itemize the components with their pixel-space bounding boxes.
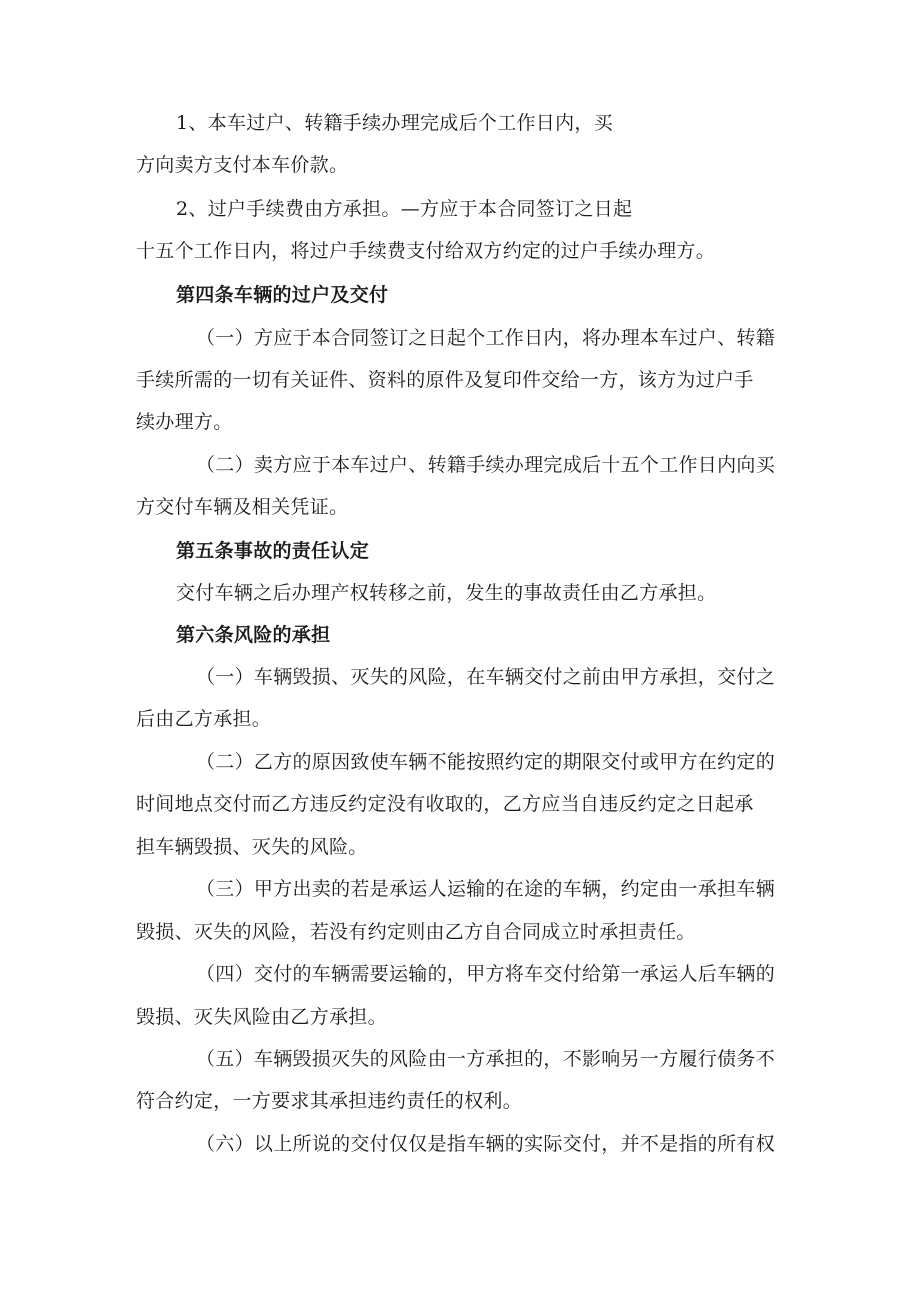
paragraph-line: （三）甲方出卖的若是承运人运输的在途的车辆，约定由一承担车辆 (196, 878, 776, 900)
paragraph-line: 手续所需的一切有关证件、资料的原件及复印件交给一方，该方为过户手 (136, 369, 754, 391)
paragraph-line: 交付车辆之后办理产权转移之前，发生的事故责任由乙方承担。 (176, 582, 717, 604)
paragraph-line: 十五个工作日内，将过户手续费支付给双方约定的过户手续办理方。 (136, 240, 716, 262)
section-heading: 第六条风险的承担 (176, 624, 331, 646)
paragraph-line: 毁损、灭失的风险，若没有约定则由乙方自合同成立时承担责任。 (136, 921, 696, 943)
paragraph-line: 时间地点交付而乙方违反约定没有收取的，乙方应当自违反约定之日起承 (136, 793, 754, 815)
paragraph-line: 方向卖方支付本车价款。 (136, 154, 349, 176)
paragraph-line: 后由乙方承担。 (136, 708, 272, 730)
paragraph-line: （四）交付的车辆需要运输的，甲方将车交付给第一承运人后车辆的 (196, 963, 776, 985)
paragraph-line: （一）方应于本合同签订之日起个工作日内，将办理本车过户、转籍 (196, 327, 776, 349)
paragraph-line: 续办理方。 (136, 411, 233, 433)
paragraph-line: （一）车辆毁损、灭失的风险，在车辆交付之前由甲方承担，交付之 (196, 666, 776, 688)
paragraph-line: （二）乙方的原因致使车辆不能按照约定的期限交付或甲方在约定的 (196, 751, 776, 773)
paragraph-line: 毁损、灭失风险由乙方承担。 (136, 1006, 387, 1028)
section-heading: 第五条事故的责任认定 (176, 540, 370, 562)
paragraph-line: 2、过户手续费由方承担。—方应于本合同签订之日起 (176, 198, 633, 220)
paragraph-line: （六）以上所说的交付仅仅是指车辆的实际交付，并不是指的所有权 (196, 1133, 776, 1155)
paragraph-line: （二）卖方应于本车过户、转籍手续办理完成后十五个工作日内向买 (196, 454, 776, 476)
paragraph-line: （五）车辆毁损灭失的风险由一方承担的，不影响另一方履行债务不 (196, 1048, 776, 1070)
paragraph-line: 1、本车过户、转籍手续办理完成后个工作日内，买 (176, 112, 613, 134)
paragraph-line: 方交付车辆及相关凭证。 (136, 496, 349, 518)
paragraph-line: 担车辆毁损、灭失的风险。 (136, 836, 368, 858)
section-heading: 第四条车辆的过户及交付 (176, 284, 389, 306)
paragraph-line: 符合约定，一方要求其承担违约责任的权利。 (136, 1090, 523, 1112)
